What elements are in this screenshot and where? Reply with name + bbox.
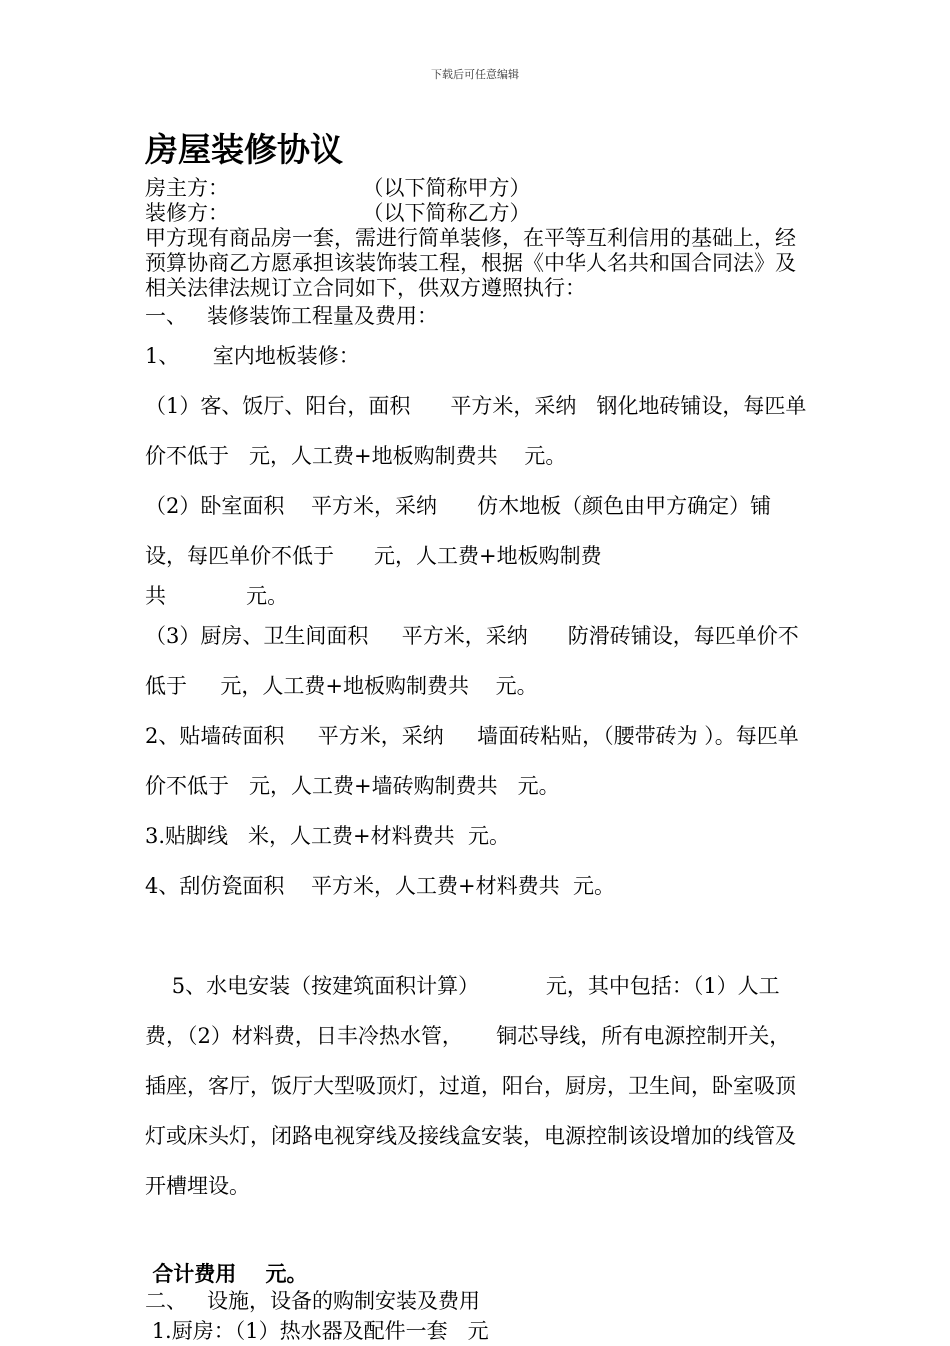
- kitchen-item-line: 1.厨房：（1）热水器及配件一套 元: [145, 1319, 489, 1343]
- section-2-heading: 二、 设施，设备的购制安装及费用: [145, 1289, 481, 1313]
- item-1-1-paragraph: （1）客、饭厅、阳台，面积 平方米，采纳 钢化地砖铺设，每匹单价不低于 元，人工费+地板购制费共 元。: [145, 394, 807, 468]
- item-3-paragraph: 3.贴脚线 米，人工费+材料费共 元。: [145, 824, 511, 848]
- total-cost-line: 合计费用 元。: [145, 1261, 308, 1286]
- item-1-2-continuation: 共 元。: [145, 584, 289, 608]
- item-1-2-paragraph: （2）卧室面积 平方米，采纳 仿木地板（颜色由甲方确定）铺设，每匹单价不低于 元，人工费+地板购制费: [145, 494, 772, 568]
- party-a-line: 房主方： （以下简称甲方）: [145, 176, 531, 200]
- page-header: 下载后可任意编辑: [431, 68, 519, 81]
- item-4-paragraph: 4、刮仿瓷面积 平方米，人工费+材料费共 元。: [145, 874, 616, 898]
- item-1-heading: 1、 室内地板装修：: [145, 344, 360, 368]
- document-body: [145, 128, 810, 1346]
- item-2-paragraph: 2、贴墙砖面积 平方米，采纳 墙面砖粘贴，（腰带砖为 ）。每匹单价不低于 元，人工费+墙砖购制费共 元。: [145, 724, 799, 798]
- item-5-paragraph: 5、水电安装（按建筑面积计算） 元，其中包括：（1）人工费，（2）材料费，日丰冷热水管， 铜芯导线，所有电源控制开关，插座，客厅，饭厅大型吸顶灯，过道，阳台，厨房，卫生间，卧室吸顶灯或床头灯，闭路电视穿线及接线盒安装，电源控制该设增加的线管及开槽埋设。: [145, 974, 796, 1198]
- item-5-paragraph-start: [145, 911, 810, 1261]
- preamble-paragraph: 甲方现有商品房一套，需进行简单装修，在平等互利信用的基础上，经预算协商乙方愿承担该装饰装工程，根据《中华人名共和国合同法》及相关法律法规订立合同如下，供双方遵照执行：: [145, 226, 796, 300]
- document-title: 房屋装修协议: [145, 130, 343, 169]
- item-1-3-paragraph: （3）厨房、卫生间面积 平方米，采纳 防滑砖铺设，每匹单价不低于 元，人工费+地板购制费共 元。: [145, 624, 799, 698]
- section-1-heading: 一、 装修装饰工程量及费用：: [145, 304, 439, 328]
- party-b-line: 装修方： （以下简称乙方）: [145, 201, 531, 225]
